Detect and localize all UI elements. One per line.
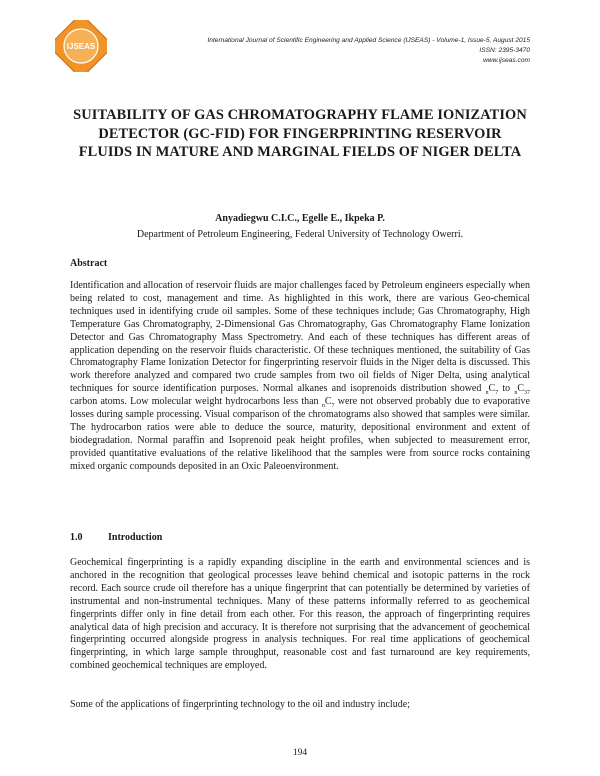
section-title: Introduction xyxy=(108,532,163,543)
logo-text: IJSEAS xyxy=(66,42,96,51)
section-number: 1.0 xyxy=(70,532,83,543)
applications-sentence: Some of the applications of fingerprinting technology to the oil and industry include; xyxy=(70,699,410,710)
paper-title: SUITABILITY OF GAS CHROMATOGRAPHY FLAME IONIZATION DETECTOR (GC-FID) FOR FINGERPRINTING RESERVOIR FLUIDS IN MATURE AND MARGINAL FIELDS OF NIGER DELTA xyxy=(73,107,527,161)
introduction-body: Geochemical fingerprinting is a rapidly expanding discipline in the earth and environmental sciences and is anchored in the recognition that geological processes leave behind chemical and isotopic patterns in the rock record. Each source crude oil therefore has a unique fingerprint that can potentially be determined by varieties of instrumental and non-instrumental techniques. Many of these patterns informally referred to as geochemical fingerprints differ only in fine detail from each other. For this reason, the approach of fingerprinting requires analytical data of high precision and accuracy. It is therefore not surprising that the advancement of geochemical fingerprinting occurred alongside progress in analysis techniques. For real time applications of geochemical fingerprinting, in which large sample throughput, reasonable cost and fast turnaround are key requirements, combined geochemical techniques are employed. xyxy=(70,557,530,672)
paper-authors: Anyadiegwu C.I.C., Egelle E., Ikpeka P. xyxy=(215,213,385,224)
journal-name: International Journal of Scientific Engineering and Applied Science (IJSEAS) - Volume-1, Issue-5, August 2015 xyxy=(207,37,530,44)
journal-website: www.ijseas.com xyxy=(483,57,530,64)
journal-header xyxy=(207,36,530,66)
page-number: 194 xyxy=(292,748,308,758)
ijseas-logo xyxy=(55,20,107,72)
abstract-body: Identification and allocation of reservoir fluids are major challenges faced by Petroleum engineers especially when being related to cost, management and time. As highlighted in this work, there are various Geo-chemical techniques used in identifying crude oil samples. Some of these techniques include; Gas Chromatography, High Temperature Gas Chromatography, 2-Dimensional Gas Chromatography, Gas Chromatography Flame Ionization Detector and Gas Chromatography Mass Spectrometry. And each of these techniques has different areas of application depending on the reservoir fluids characteristic. Of these techniques mentioned, the suitability of Gas Chromatography Flame Ionization Detector for fingerprinting reservoir fluids in the Niger delta is discussed. This work therefore analyzed and compared two crude samples from two oil fields of Niger Delta, using analytical techniques for source identification purposes. Normal alkanes and isoprenoids distribution showed $_nC_7$ to $_nC_{37}$ carbon atoms. Low molecular weight hydrocarbons less than $_nC_7$ were not observed probably due to evaporative losses during sample processing. Visual comparison of the chromatograms also showed that samples were similar. The hydrocarbon ratios were able to deduce the source, maturity, depositional environment and extent of biodegradation. Normal paraffin and Isoprenoid peak height profiles, when subjected to measurement error, provided quantitative evaluations of the relative likelihood that the samples were from source rocks containing mixed organic compounds deposited in an Oxic Paleoenvironment. xyxy=(70,280,530,472)
paper-affiliation: Department of Petroleum Engineering, Federal University of Technology Owerri. xyxy=(136,229,464,240)
introduction-heading xyxy=(70,532,162,543)
abstract-heading: Abstract xyxy=(70,258,108,269)
journal-issn: ISSN: 2395-3470 xyxy=(479,47,530,54)
